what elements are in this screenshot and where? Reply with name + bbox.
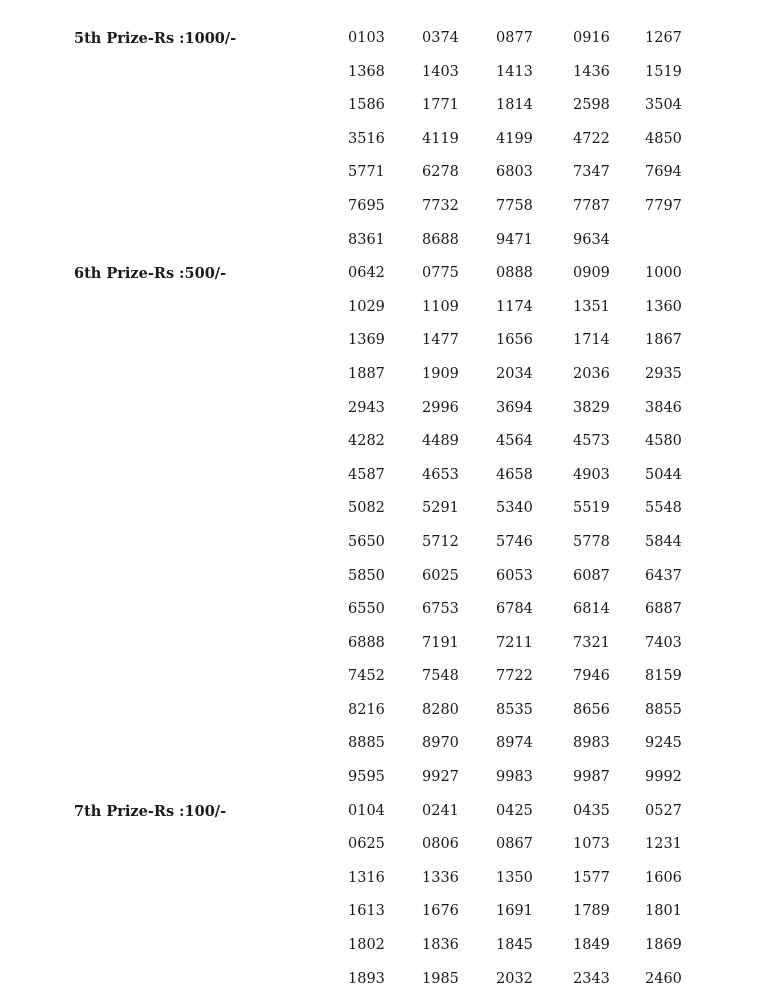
winning-number: 1867	[645, 332, 682, 349]
winning-number: 1360	[645, 298, 682, 315]
number-row	[0, 828, 759, 862]
prize-section	[0, 257, 759, 795]
winning-number: 6814	[573, 601, 610, 618]
winning-number: 9245	[645, 735, 682, 752]
number-row	[0, 22, 759, 56]
winning-number: 3516	[348, 130, 385, 147]
winning-number: 4587	[348, 466, 385, 483]
winning-number: 9992	[645, 769, 682, 786]
number-row	[0, 156, 759, 190]
prize-list	[0, 22, 759, 996]
winning-number: 1403	[422, 63, 459, 80]
number-row	[0, 526, 759, 560]
winning-number: 2935	[645, 365, 682, 382]
winning-number: 1477	[422, 332, 459, 349]
winning-number: 8656	[573, 701, 610, 718]
winning-number: 0877	[496, 30, 533, 46]
winning-number: 4573	[573, 433, 610, 450]
winning-number: 5548	[645, 500, 682, 517]
winning-number: 1350	[496, 869, 533, 886]
winning-number: 5771	[348, 164, 385, 181]
winning-number: 1109	[422, 298, 459, 315]
prize-section	[0, 22, 759, 257]
winning-number: 5746	[496, 533, 533, 550]
winning-number: 6803	[496, 164, 533, 181]
winning-number: 6278	[422, 164, 459, 181]
winning-number: 1849	[573, 937, 610, 954]
number-row	[0, 425, 759, 459]
number-row	[0, 257, 759, 291]
winning-number: 4489	[422, 433, 459, 450]
winning-number: 9595	[348, 769, 385, 786]
winning-number: 2032	[496, 970, 533, 987]
winning-number: 1676	[422, 903, 459, 920]
winning-number: 0642	[348, 265, 385, 282]
winning-number: 1789	[573, 903, 610, 920]
winning-number: 1029	[348, 298, 385, 315]
winning-number: 4658	[496, 466, 533, 483]
prize-label: 5th Prize-Rs :1000/-	[74, 30, 237, 47]
winning-number: 2598	[573, 97, 610, 114]
winning-number: 6550	[348, 601, 385, 618]
number-row	[0, 224, 759, 258]
winning-number: 0425	[496, 802, 533, 819]
winning-number: 1802	[348, 937, 385, 954]
winning-number: 8855	[645, 701, 682, 718]
number-row	[0, 862, 759, 896]
winning-number: 7694	[645, 164, 682, 181]
winning-number: 7452	[348, 668, 385, 685]
number-row	[0, 761, 759, 795]
winning-number: 7548	[422, 668, 459, 685]
number-row	[0, 123, 759, 157]
winning-number: 8280	[422, 701, 459, 718]
winning-number: 6087	[573, 567, 610, 584]
winning-number: 1801	[645, 903, 682, 920]
winning-number: 1577	[573, 869, 610, 886]
prize-section	[0, 795, 759, 996]
winning-number: 9927	[422, 769, 459, 786]
winning-number: 7211	[496, 634, 533, 651]
winning-number: 0625	[348, 836, 385, 853]
winning-number: 0775	[422, 265, 459, 282]
winning-number: 1369	[348, 332, 385, 349]
winning-number: 8535	[496, 701, 533, 718]
winning-number: 0888	[496, 265, 533, 282]
winning-number: 7403	[645, 634, 682, 651]
winning-number: 3846	[645, 399, 682, 416]
winning-number: 5778	[573, 533, 610, 550]
winning-number: 9634	[573, 231, 610, 248]
winning-number: 9471	[496, 231, 533, 248]
number-row	[0, 627, 759, 661]
winning-number: 5850	[348, 567, 385, 584]
winning-number: 6753	[422, 601, 459, 618]
winning-number: 7695	[348, 197, 385, 214]
winning-number: 0104	[348, 802, 385, 819]
winning-number: 1613	[348, 903, 385, 920]
winning-number: 5712	[422, 533, 459, 550]
winning-number: 4282	[348, 433, 385, 450]
winning-number: 3504	[645, 97, 682, 114]
winning-number: 7758	[496, 197, 533, 214]
winning-number: 9987	[573, 769, 610, 786]
winning-number: 1814	[496, 97, 533, 114]
winning-number: 0909	[573, 265, 610, 282]
number-row	[0, 929, 759, 963]
winning-number: 7321	[573, 634, 610, 651]
winning-number: 8970	[422, 735, 459, 752]
winning-number: 8688	[422, 231, 459, 248]
number-row	[0, 963, 759, 996]
winning-number: 6888	[348, 634, 385, 651]
winning-number: 7787	[573, 197, 610, 214]
number-row	[0, 89, 759, 123]
winning-number: 1267	[645, 30, 682, 46]
winning-number: 1714	[573, 332, 610, 349]
winning-number: 2036	[573, 365, 610, 382]
winning-number: 0867	[496, 836, 533, 853]
number-row	[0, 795, 759, 829]
winning-number: 0435	[573, 802, 610, 819]
winning-number: 5044	[645, 466, 682, 483]
number-row	[0, 727, 759, 761]
winning-number: 7722	[496, 668, 533, 685]
winning-number: 1519	[645, 63, 682, 80]
winning-number: 6025	[422, 567, 459, 584]
prize-label: 6th Prize-Rs :500/-	[74, 265, 227, 283]
winning-number: 8361	[348, 231, 385, 248]
winning-number: 4580	[645, 433, 682, 450]
winning-number: 4850	[645, 130, 682, 147]
winning-number: 9983	[496, 769, 533, 786]
winning-number: 1174	[496, 298, 533, 315]
winning-number: 2343	[573, 970, 610, 987]
winning-number: 7946	[573, 668, 610, 685]
winning-number: 1771	[422, 97, 459, 114]
winning-number: 1351	[573, 298, 610, 315]
winning-number: 1893	[348, 970, 385, 987]
winning-number: 1586	[348, 97, 385, 114]
winning-number: 1606	[645, 869, 682, 886]
winning-number: 5650	[348, 533, 385, 550]
winning-number: 4653	[422, 466, 459, 483]
number-row	[0, 459, 759, 493]
winning-number: 4119	[422, 130, 459, 147]
number-row	[0, 56, 759, 90]
winning-number: 4199	[496, 130, 533, 147]
number-row	[0, 492, 759, 526]
winning-number: 6887	[645, 601, 682, 618]
winning-number: 1368	[348, 63, 385, 80]
winning-number: 1336	[422, 869, 459, 886]
number-row	[0, 190, 759, 224]
winning-number: 1000	[645, 265, 682, 282]
winning-number: 3829	[573, 399, 610, 416]
winning-number: 7732	[422, 197, 459, 214]
winning-number: 7797	[645, 197, 682, 214]
number-row	[0, 324, 759, 358]
number-row	[0, 358, 759, 392]
winning-number: 1436	[573, 63, 610, 80]
winning-number: 2460	[645, 970, 682, 987]
winning-number: 4722	[573, 130, 610, 147]
winning-number: 5291	[422, 500, 459, 517]
winning-number: 6053	[496, 567, 533, 584]
number-row	[0, 560, 759, 594]
winning-number: 1316	[348, 869, 385, 886]
winning-number: 0916	[573, 30, 610, 46]
winning-number: 2996	[422, 399, 459, 416]
winning-number: 8159	[645, 668, 682, 685]
winning-number: 1656	[496, 332, 533, 349]
winning-number: 1909	[422, 365, 459, 382]
number-row	[0, 593, 759, 627]
winning-number: 0103	[348, 30, 385, 46]
winning-number: 1836	[422, 937, 459, 954]
number-row	[0, 694, 759, 728]
winning-number: 6784	[496, 601, 533, 618]
winning-number: 2034	[496, 365, 533, 382]
winning-number: 5340	[496, 500, 533, 517]
winning-number: 0241	[422, 802, 459, 819]
winning-number: 7191	[422, 634, 459, 651]
winning-number: 1887	[348, 365, 385, 382]
winning-number: 4903	[573, 466, 610, 483]
number-row	[0, 291, 759, 325]
winning-number: 1845	[496, 937, 533, 954]
winning-number: 8216	[348, 701, 385, 718]
winning-number: 3694	[496, 399, 533, 416]
winning-number: 4564	[496, 433, 533, 450]
winning-number: 5519	[573, 500, 610, 517]
winning-number: 7347	[573, 164, 610, 181]
winning-number: 6437	[645, 567, 682, 584]
prize-label: 7th Prize-Rs :100/-	[74, 802, 227, 820]
winning-number: 1869	[645, 937, 682, 954]
winning-number: 1073	[573, 836, 610, 853]
winning-number: 1413	[496, 63, 533, 80]
winning-number: 1985	[422, 970, 459, 987]
winning-number: 1231	[645, 836, 682, 853]
winning-number: 5844	[645, 533, 682, 550]
winning-number: 0527	[645, 802, 682, 819]
winning-number: 2943	[348, 399, 385, 416]
winning-number: 8885	[348, 735, 385, 752]
winning-number: 8983	[573, 735, 610, 752]
number-row	[0, 895, 759, 929]
winning-number: 5082	[348, 500, 385, 517]
winning-number: 0806	[422, 836, 459, 853]
winning-number: 1691	[496, 903, 533, 920]
number-row	[0, 392, 759, 426]
winning-number: 0374	[422, 30, 459, 46]
number-row	[0, 660, 759, 694]
winning-number: 8974	[496, 735, 533, 752]
